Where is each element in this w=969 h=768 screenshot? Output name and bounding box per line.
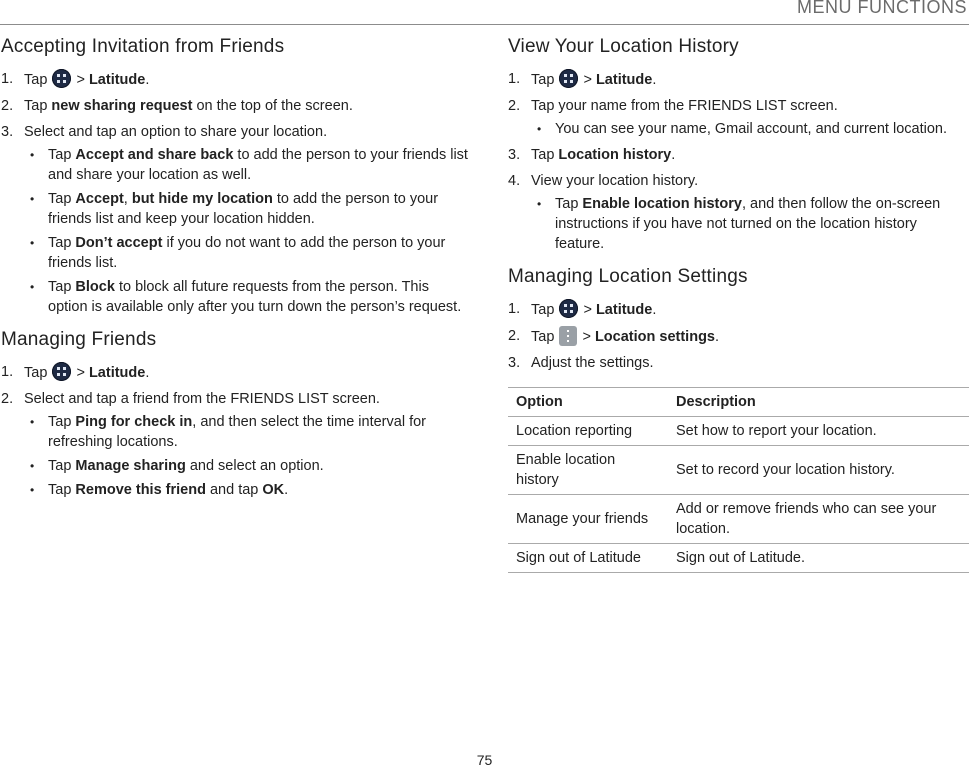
- bullet-target: but hide my location: [131, 191, 273, 207]
- section-managing-friends: [1, 329, 471, 500]
- step: [508, 299, 969, 320]
- table-row: [508, 544, 969, 573]
- step-text: Select and tap an option to share your location.: [24, 124, 328, 140]
- description-cell: Set how to report your location.: [668, 417, 969, 446]
- bullet-dot: •: [30, 192, 35, 206]
- bullet-dot: •: [30, 148, 35, 162]
- section-location-history: [508, 36, 969, 254]
- bullet-text: and select an option.: [185, 458, 324, 474]
- bullet-text: Tap: [48, 235, 72, 251]
- bullet-text: , and then select the time interval for refreshing locations.: [48, 414, 427, 450]
- step-target: Location settings: [594, 329, 715, 345]
- separator: >: [582, 329, 591, 345]
- step-text: Select and tap a friend from the FRIENDS LIST screen.: [24, 391, 380, 407]
- bullet-target: Don’t accept: [75, 235, 163, 251]
- step-number: 1.: [508, 71, 521, 87]
- step-text: Tap: [24, 365, 48, 381]
- step: [1, 69, 471, 90]
- bullet-item: [531, 194, 969, 254]
- bullet-target: Accept and share back: [75, 147, 234, 163]
- apps-grid-icon: [52, 362, 71, 381]
- steps-list: [1, 362, 471, 500]
- step-text: on the top of the screen.: [192, 98, 353, 114]
- step-text: Tap: [531, 72, 555, 88]
- option-cell: Sign out of Latitude: [508, 544, 668, 573]
- step-number: 1.: [1, 364, 14, 380]
- separator: >: [76, 365, 85, 381]
- step: [1, 362, 471, 383]
- step-target: Location history: [558, 147, 672, 163]
- step: [508, 145, 969, 165]
- bullet-list: [531, 194, 969, 254]
- step-number: 4.: [508, 173, 521, 189]
- bullet-text: and tap: [205, 482, 263, 498]
- step-number: 2.: [1, 391, 14, 407]
- step-text: View your location history.: [531, 173, 699, 189]
- punctuation: .: [671, 147, 676, 163]
- page-header: [0, 0, 969, 25]
- step: [508, 326, 969, 347]
- steps-list: [1, 69, 471, 317]
- step-text: Tap: [531, 302, 555, 318]
- step: [508, 353, 969, 373]
- step-number: 2.: [508, 328, 521, 344]
- bullet-list: [24, 145, 471, 317]
- bullet-text: Tap: [48, 458, 72, 474]
- apps-grid-icon: [559, 69, 578, 88]
- punctuation: .: [715, 329, 720, 345]
- description-cell: Sign out of Latitude.: [668, 544, 969, 573]
- bullet-list: [24, 412, 471, 500]
- header-title: MENU FUNCTIONS: [797, 0, 967, 17]
- table-header-row: [508, 388, 969, 417]
- step-number: 2.: [508, 98, 521, 114]
- punctuation: ,: [123, 191, 132, 207]
- step: [508, 171, 969, 254]
- right-column: [508, 36, 969, 585]
- step: [508, 69, 969, 90]
- bullet-item: [24, 412, 471, 452]
- bullet-item: [24, 189, 471, 229]
- step: [1, 122, 471, 317]
- table-row: [508, 417, 969, 446]
- separator: >: [583, 72, 592, 88]
- settings-table: [508, 387, 969, 573]
- bullet-target: Manage sharing: [75, 458, 186, 474]
- bullet-text: Tap: [48, 191, 72, 207]
- bullet-text: Tap: [48, 279, 72, 295]
- punctuation: .: [145, 365, 150, 381]
- section-accepting-invitation: [1, 36, 471, 317]
- bullet-text: Tap: [48, 147, 72, 163]
- step-number: 3.: [508, 147, 521, 163]
- steps-list: [508, 69, 969, 254]
- left-column: [1, 36, 471, 512]
- description-cell: Set to record your location history.: [668, 446, 969, 495]
- table-row: [508, 495, 969, 544]
- punctuation: .: [652, 72, 657, 88]
- bullet-text: if you do not want to add the person to your friends list.: [48, 235, 446, 271]
- section-location-settings: [508, 266, 969, 573]
- step-text: Tap: [24, 72, 48, 88]
- step-target: Latitude: [88, 72, 146, 88]
- bullet-item: [24, 480, 471, 500]
- step-number: 3.: [508, 355, 521, 371]
- step-target: Latitude: [595, 302, 653, 318]
- column-header-description: Description: [668, 388, 969, 417]
- step: [1, 389, 471, 500]
- bullet-text: Tap: [48, 482, 72, 498]
- step: [508, 96, 969, 139]
- bullet-dot: •: [537, 197, 542, 211]
- bullet-item: [531, 119, 969, 139]
- bullet-item: [24, 233, 471, 273]
- bullet-target: Enable location history: [582, 196, 742, 212]
- apps-grid-icon: [559, 299, 578, 318]
- option-cell: Location reporting: [508, 417, 668, 446]
- separator: >: [583, 302, 592, 318]
- bullet-dot: •: [537, 122, 542, 136]
- bullet-dot: •: [30, 459, 35, 473]
- step-text: Tap: [531, 329, 555, 345]
- steps-list: [508, 299, 969, 373]
- bullet-list: [531, 119, 969, 139]
- column-header-option: Option: [508, 388, 668, 417]
- step: [1, 96, 471, 116]
- step-number: 1.: [1, 71, 14, 87]
- bullet-target: Accept: [75, 191, 124, 207]
- section-title: Managing Location Settings: [508, 266, 748, 287]
- bullet-target: OK: [262, 482, 285, 498]
- description-cell: Add or remove friends who can see your location.: [668, 495, 969, 544]
- step-target: Latitude: [595, 72, 653, 88]
- punctuation: .: [284, 482, 289, 498]
- bullet-text: , and then follow the on-screen instructions if you have not turned on the location history feature.: [555, 196, 941, 252]
- table-row: [508, 446, 969, 495]
- section-title: Accepting Invitation from Friends: [1, 36, 285, 57]
- bullet-dot: •: [30, 415, 35, 429]
- bullet-text: to add the person to your friends list and share your location as well.: [48, 147, 468, 183]
- option-cell: Manage your friends: [508, 495, 668, 544]
- step-text: Tap your name from the FRIENDS LIST screen.: [531, 98, 838, 114]
- bullet-text: You can see your name, Gmail account, and current location.: [555, 121, 947, 137]
- option-cell: Enable location history: [508, 446, 668, 495]
- bullet-target: Remove this friend: [75, 482, 206, 498]
- separator: >: [76, 72, 85, 88]
- bullet-item: [24, 145, 471, 185]
- step-number: 2.: [1, 98, 14, 114]
- step-text: Adjust the settings.: [531, 355, 654, 371]
- step-text: Tap: [24, 98, 48, 114]
- bullet-item: [24, 456, 471, 476]
- step-target: new sharing request: [51, 98, 193, 114]
- menu-dots-icon: [559, 326, 577, 346]
- apps-grid-icon: [52, 69, 71, 88]
- bullet-dot: •: [30, 483, 35, 497]
- page-number: 75: [476, 752, 493, 768]
- bullet-text: to add the person to your friends list and keep your location hidden.: [48, 191, 439, 227]
- punctuation: .: [145, 72, 150, 88]
- section-title: Managing Friends: [1, 329, 157, 350]
- bullet-text: Tap: [555, 196, 579, 212]
- punctuation: .: [652, 302, 657, 318]
- bullet-target: Ping for check in: [75, 414, 193, 430]
- bullet-text: to block all future requests from the person. This option is available only after you turn down the person’s request.: [48, 279, 462, 315]
- step-target: Latitude: [88, 365, 146, 381]
- step-number: 1.: [508, 301, 521, 317]
- section-title: View Your Location History: [508, 36, 739, 57]
- bullet-target: Block: [75, 279, 115, 295]
- step-text: Tap: [531, 147, 555, 163]
- bullet-dot: •: [30, 280, 35, 294]
- bullet-dot: •: [30, 236, 35, 250]
- bullet-text: Tap: [48, 414, 72, 430]
- step-number: 3.: [1, 124, 14, 140]
- bullet-item: [24, 277, 471, 317]
